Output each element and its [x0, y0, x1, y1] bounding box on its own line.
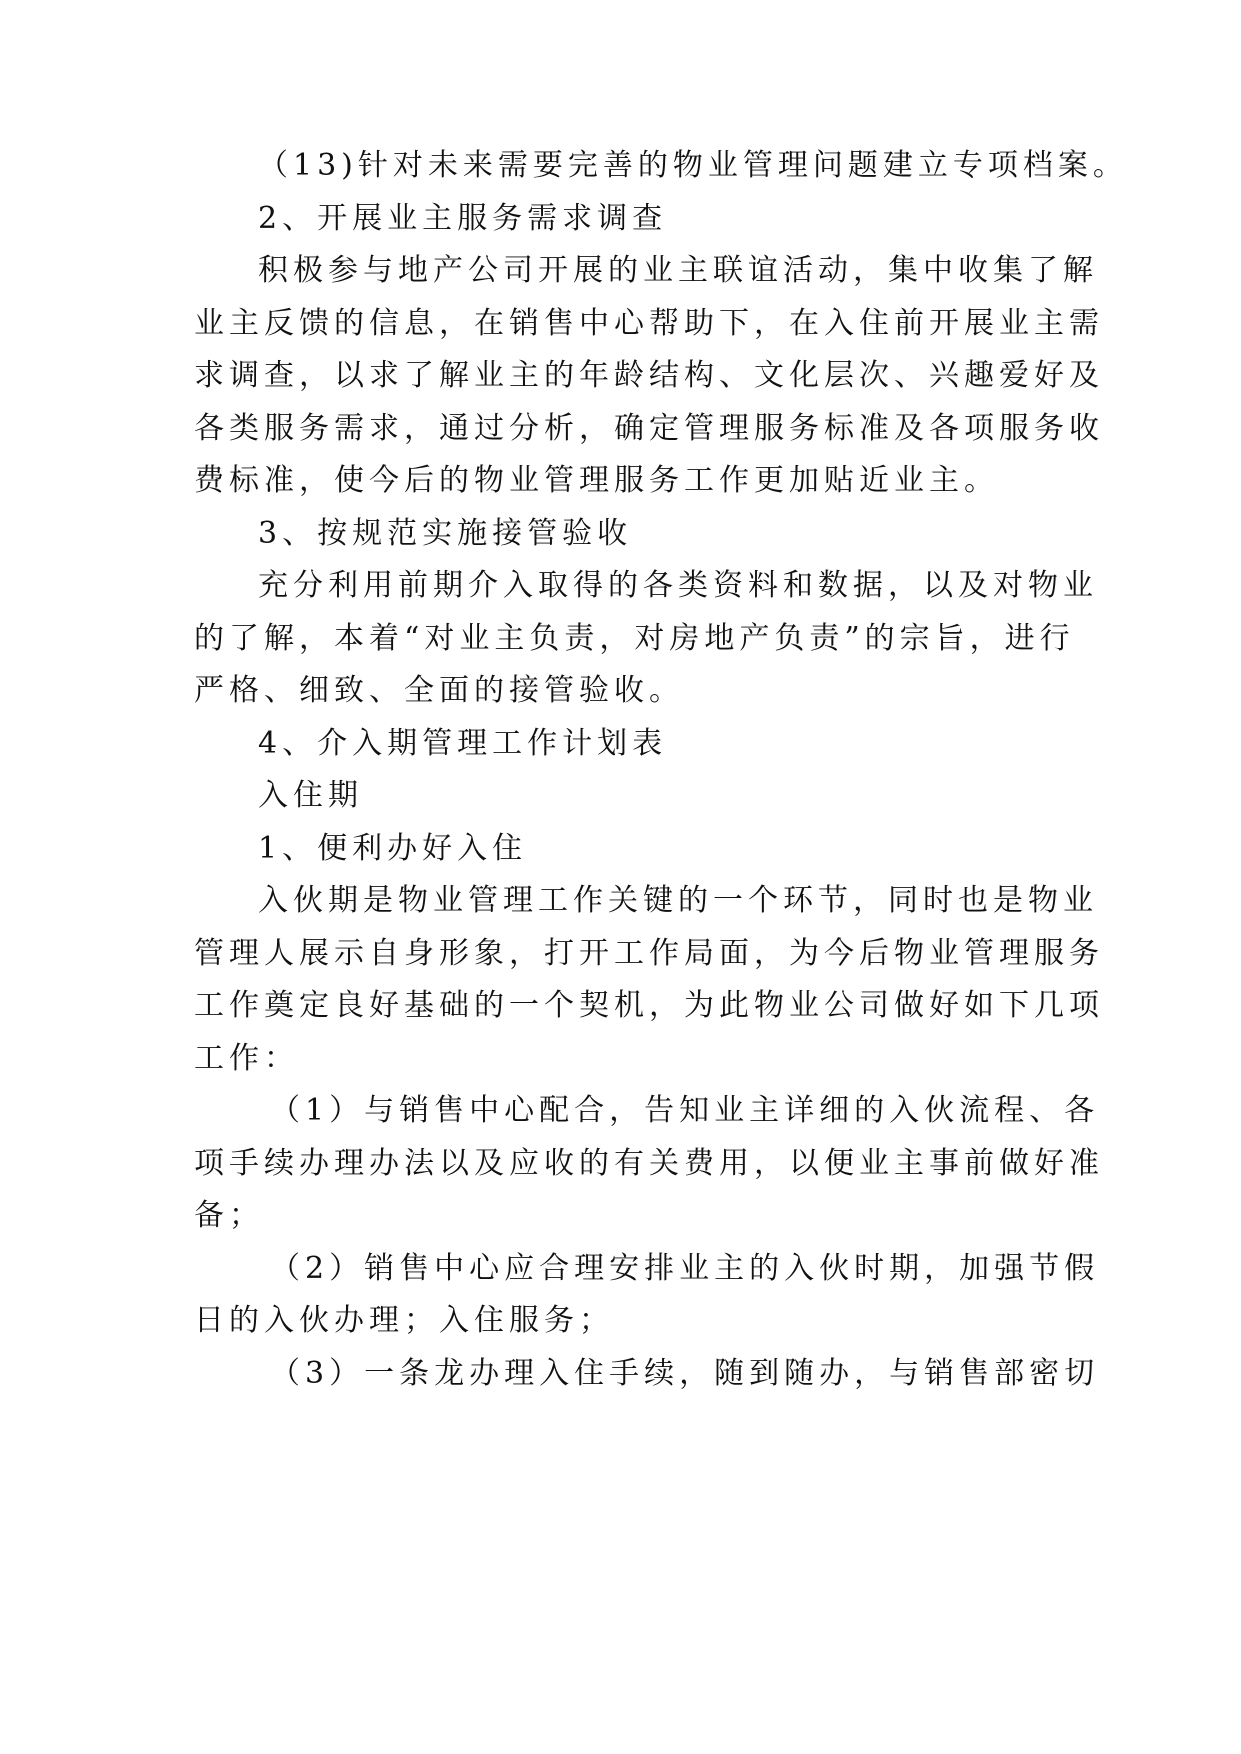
- text-line: 工作：: [194, 1041, 299, 1076]
- section-heading: 入住期: [258, 778, 363, 813]
- text-line: 管理人展示自身形象，打开工作局面，为今后物业管理服务: [194, 936, 1104, 971]
- text-line: 积极参与地产公司开展的业主联谊活动，集中收集了解: [258, 253, 1098, 288]
- list-item: （2）销售中心应合理安排业主的入伙时期，加强节假: [270, 1251, 1100, 1286]
- section-heading: 3、按规范实施接管验收: [258, 516, 633, 551]
- text-line: 项手续办理办法以及应收的有关费用，以便业主事前做好准: [194, 1146, 1104, 1181]
- text-line: 费标准，使今后的物业管理服务工作更加贴近业主。: [194, 463, 999, 498]
- text-line: 求调查，以求了解业主的年龄结构、文化层次、兴趣爱好及: [194, 358, 1104, 393]
- section-heading: 2、开展业主服务需求调查: [258, 201, 668, 236]
- text-line: 的了解，本着“对业主负责，对房地产负责”的宗旨，进行: [194, 621, 1075, 656]
- text-line: 工作奠定良好基础的一个契机，为此物业公司做好如下几项: [194, 988, 1104, 1023]
- text-line: 入伙期是物业管理工作关键的一个环节，同时也是物业: [258, 883, 1098, 918]
- list-item: （1）与销售中心配合，告知业主详细的入伙流程、各: [270, 1093, 1100, 1128]
- list-item: （3）一条龙办理入住手续，随到随办，与销售部密切: [270, 1356, 1100, 1391]
- section-heading: 1、便利办好入住: [258, 831, 528, 866]
- text-line: 日的入伙办理；入住服务；: [194, 1303, 614, 1338]
- text-line: 充分利用前期介入取得的各类资料和数据，以及对物业: [258, 568, 1098, 603]
- section-heading: 4、介入期管理工作计划表: [258, 726, 668, 761]
- text-line: 业主反馈的信息，在销售中心帮助下，在入住前开展业主需: [194, 306, 1104, 341]
- text-line: 严格、细致、全面的接管验收。: [194, 673, 684, 708]
- text-line: （13)针对未来需要完善的物业管理问题建立专项档案。: [258, 148, 1128, 183]
- text-line: 各类服务需求，通过分析，确定管理服务标准及各项服务收: [194, 411, 1104, 446]
- text-line: 备；: [194, 1198, 264, 1233]
